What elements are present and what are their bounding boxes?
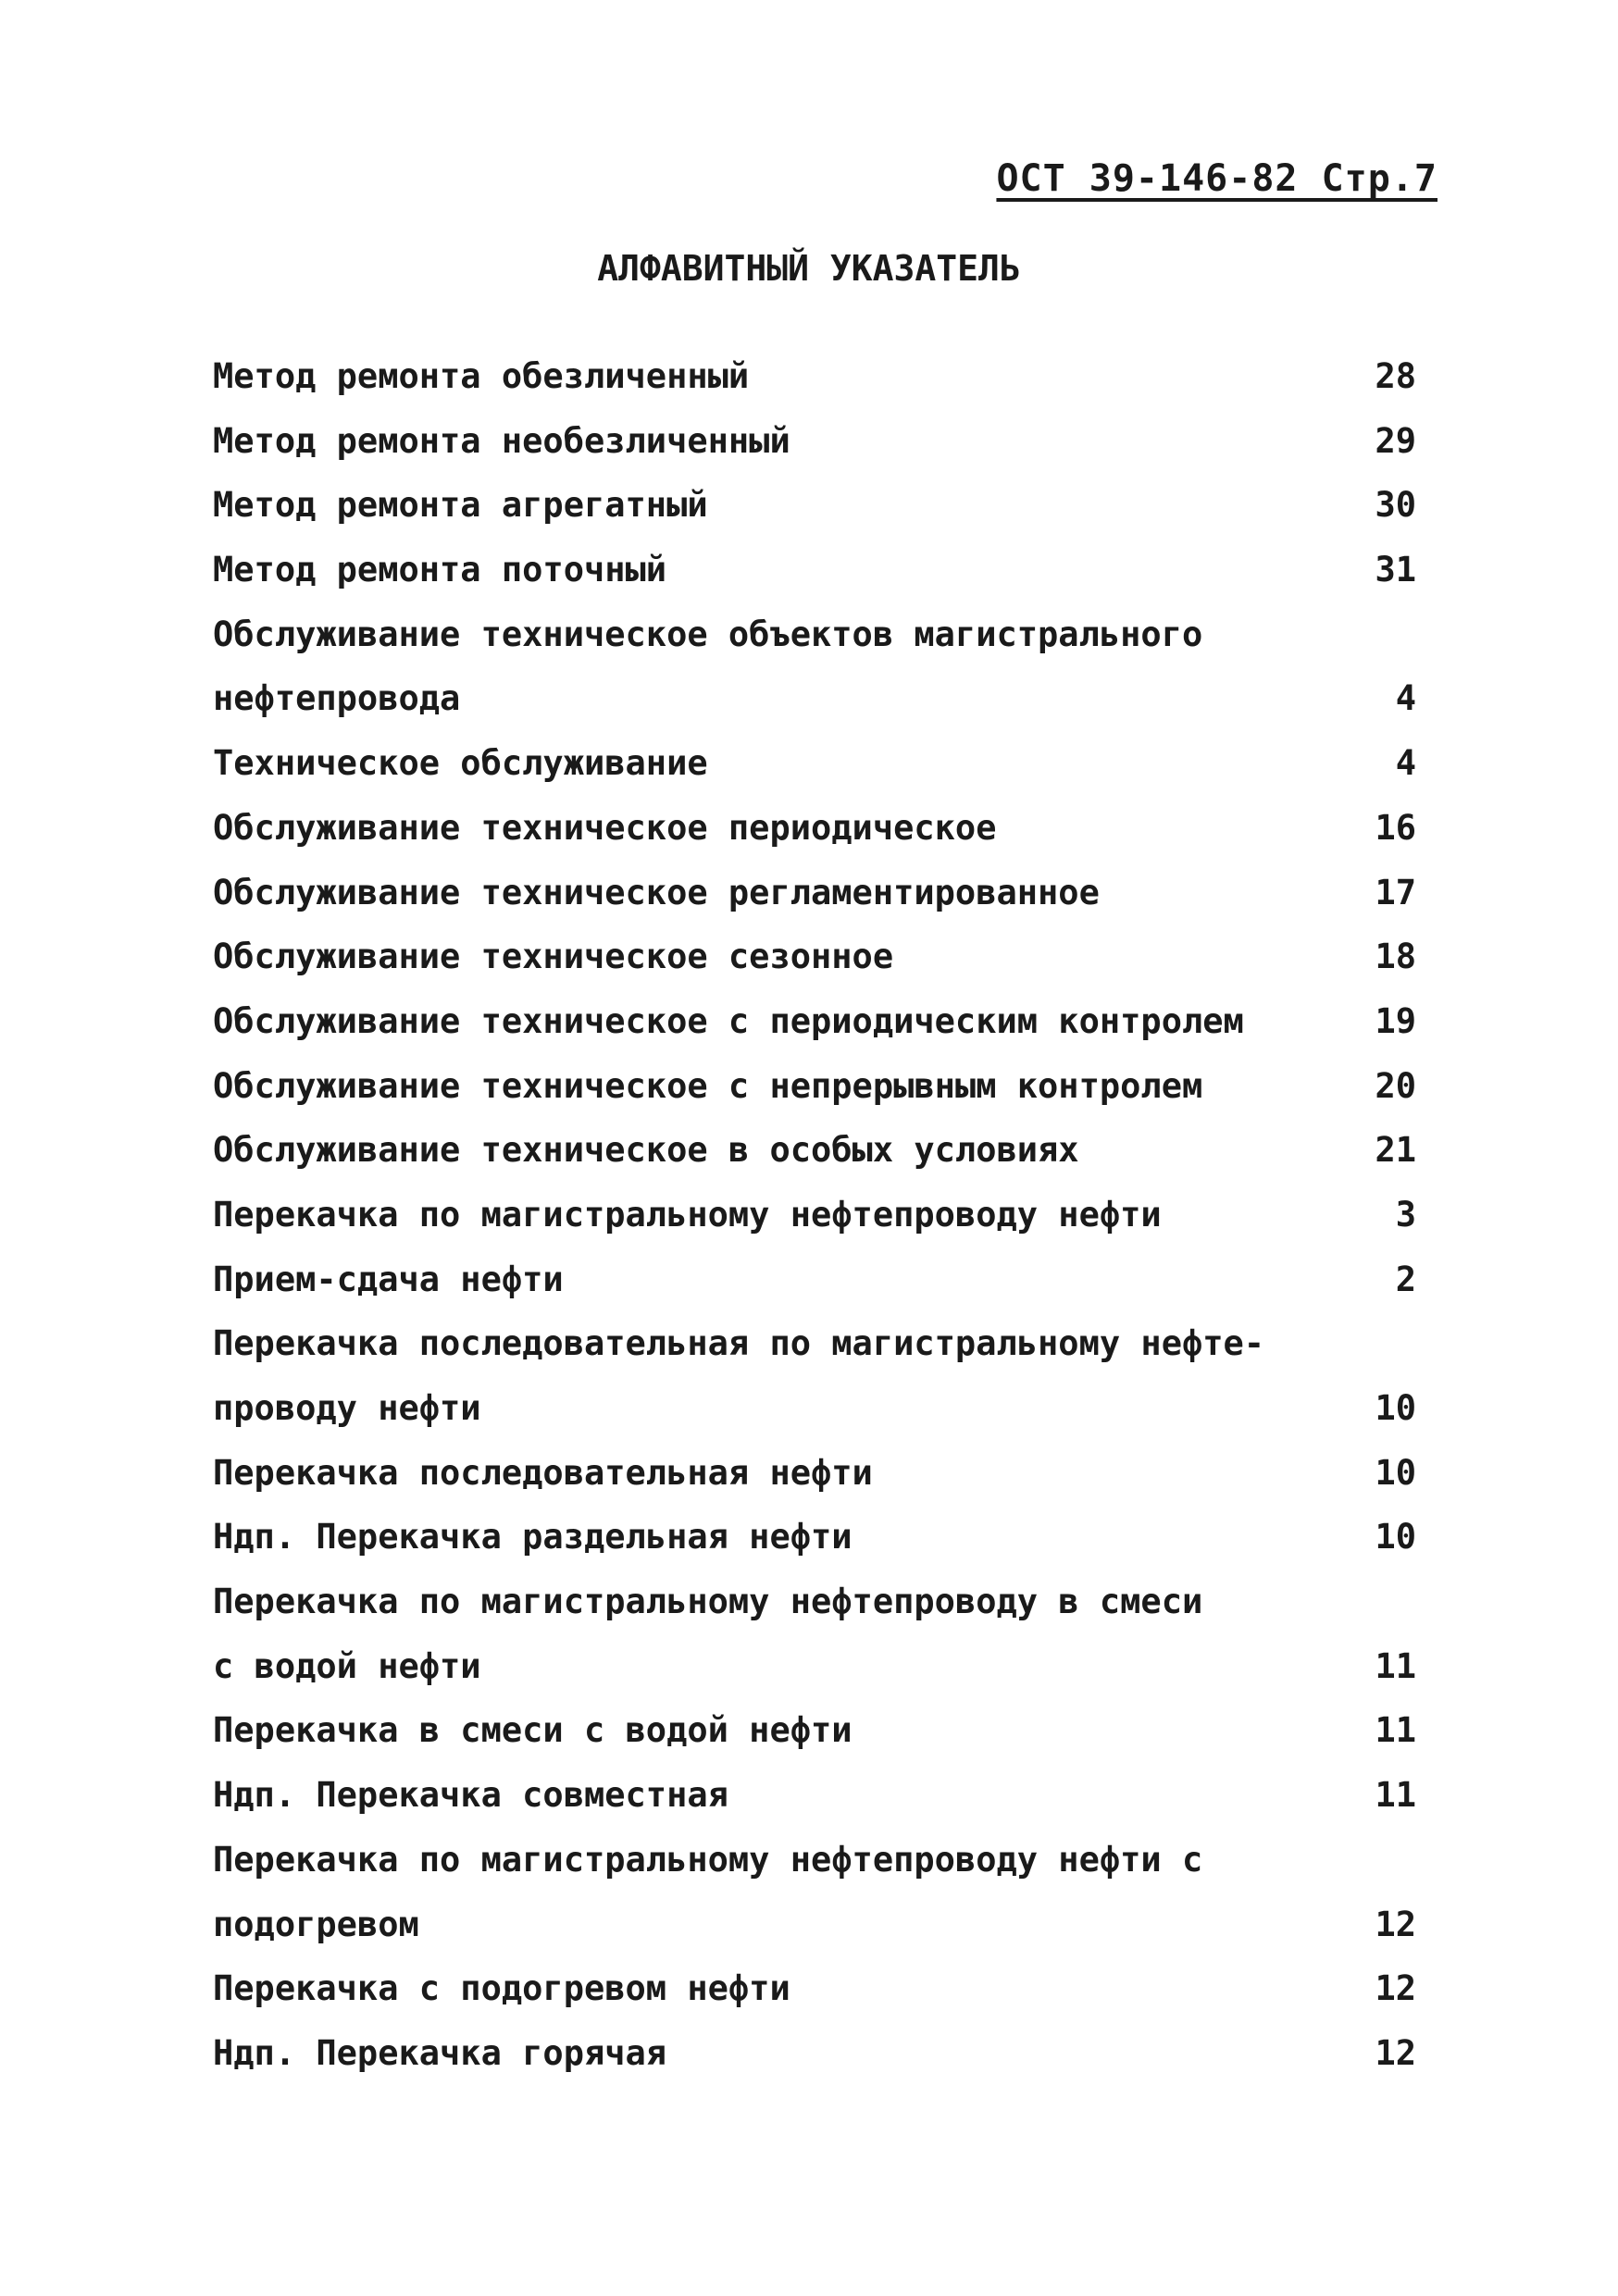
index-entry-term: Перекачка по магистральному нефтепроводу нефти (213, 1194, 1162, 1235)
index-entry-page-number: 28 (1375, 356, 1416, 396)
index-entry-line (213, 538, 1416, 602)
index-entry-term: Техническое обслуживание (213, 743, 708, 784)
index-entry-line (213, 989, 1416, 1054)
index-entry-line (213, 1441, 1416, 1506)
index-entry-page-number: 31 (1375, 550, 1416, 590)
index-entry-line (213, 1698, 1416, 1763)
index-entry-line (213, 1054, 1416, 1119)
index-entry-line (213, 796, 1416, 861)
index-entry-page-number: 16 (1375, 807, 1416, 848)
index-entry-page-number: 10 (1375, 1452, 1416, 1493)
index-entry-page-number: 29 (1375, 420, 1416, 461)
index-entry-page-number: 12 (1375, 1904, 1416, 1944)
index-entry-page-number: 21 (1375, 1130, 1416, 1171)
index-entry-line (213, 1247, 1416, 1312)
index-entry-term: Обслуживание техническое с непрерывным контролем (213, 1065, 1203, 1106)
index-entry-term: Метод ремонта агрегатный (213, 485, 708, 526)
index-entry-term: Обслуживание техническое объектов магистрального (213, 614, 1203, 654)
index-entry-term: Ндп. Перекачка совместная (213, 1775, 728, 1816)
index-entry-line (213, 1763, 1416, 1828)
index-entry-line (213, 731, 1416, 796)
index-entry-page-number: 12 (1375, 2032, 1416, 2073)
index-entry-page-number: 11 (1375, 1645, 1416, 1686)
index-entry-line (213, 861, 1416, 925)
index-entry-term: Метод ремонта поточный (213, 550, 667, 590)
index-entry-line (213, 666, 1416, 731)
index-entry-line (213, 1634, 1416, 1699)
index-entry-line (213, 1893, 1416, 1957)
index-entry-line (213, 2021, 1416, 2086)
index-entry-term: Перекачка последовательная по магистральному нефте- (213, 1323, 1265, 1364)
index-entry-page-number: 2 (1395, 1259, 1416, 1299)
index-entry-term: Перекачка с подогревом нефти (213, 1968, 790, 2009)
index-entry-page-number: 10 (1375, 1388, 1416, 1428)
index-entry-page-number: 19 (1375, 1000, 1416, 1041)
index-entry-page-number: 11 (1375, 1710, 1416, 1751)
index-entry-page-number: 20 (1375, 1065, 1416, 1106)
index-entry-line (213, 409, 1416, 474)
index-entry-term: Метод ремонта необезличенный (213, 420, 790, 461)
index-entry-line (213, 1505, 1416, 1570)
index-entry-term: Перекачка последовательная нефти (213, 1452, 873, 1493)
index-entry-term: Прием-сдача нефти (213, 1259, 564, 1299)
document-reference: ОСТ 39-146-82 Стр.7 (996, 157, 1438, 200)
index-entry-term: с водой нефти (213, 1645, 481, 1686)
index-entry-line (213, 1376, 1416, 1441)
index-entry-page-number: 11 (1375, 1775, 1416, 1816)
index-entry-line (213, 1183, 1416, 1247)
index-entry-page-number: 18 (1375, 937, 1416, 977)
index-entry-term: Обслуживание техническое с периодическим контролем (213, 1000, 1244, 1041)
index-entry-term: Ндп. Перекачка раздельная нефти (213, 1517, 853, 1558)
index-entry-term: нефтепровода (213, 678, 461, 719)
index-entry-line (213, 1118, 1416, 1183)
index-entry-term: Ндп. Перекачка горячая (213, 2032, 667, 2073)
index-entry-line (213, 925, 1416, 989)
index-entry-term: Перекачка по магистральному нефтепроводу в смеси (213, 1582, 1203, 1622)
index-entry-term: Обслуживание техническое в особых условиях (213, 1130, 1079, 1171)
index-entry-page-number: 4 (1395, 678, 1416, 719)
index-entry-term: Перекачка по магистральному нефтепроводу нефти с (213, 1839, 1203, 1880)
index-entry-term: подогревом (213, 1904, 419, 1944)
index-entry-term: Обслуживание техническое регламентированное (213, 872, 1100, 912)
index-entry-page-number: 30 (1375, 485, 1416, 526)
index-entry-line (213, 1828, 1416, 1893)
index-entry-page-number: 12 (1375, 1968, 1416, 2009)
index-entry-term: Перекачка в смеси с водой нефти (213, 1710, 853, 1751)
index-entry-line (213, 1311, 1416, 1376)
index-entry-term: Обслуживание техническое периодическое (213, 807, 997, 848)
index-entry-line (213, 602, 1416, 667)
index-entry-page-number: 3 (1395, 1194, 1416, 1235)
page-title: АЛФАВИТНЫЙ УКАЗАТЕЛЬ (597, 248, 1021, 289)
index-entry-term: Обслуживание техническое сезонное (213, 937, 894, 977)
index-entry-page-number: 4 (1395, 743, 1416, 784)
alphabetical-index-list (213, 344, 1416, 2086)
index-entry-line (213, 473, 1416, 538)
index-entry-line (213, 1570, 1416, 1634)
index-entry-term: Метод ремонта обезличенный (213, 356, 750, 396)
index-entry-line (213, 1956, 1416, 2021)
index-entry-line (213, 344, 1416, 409)
index-entry-term: проводу нефти (213, 1388, 481, 1428)
index-entry-page-number: 10 (1375, 1517, 1416, 1558)
index-entry-page-number: 17 (1375, 872, 1416, 912)
